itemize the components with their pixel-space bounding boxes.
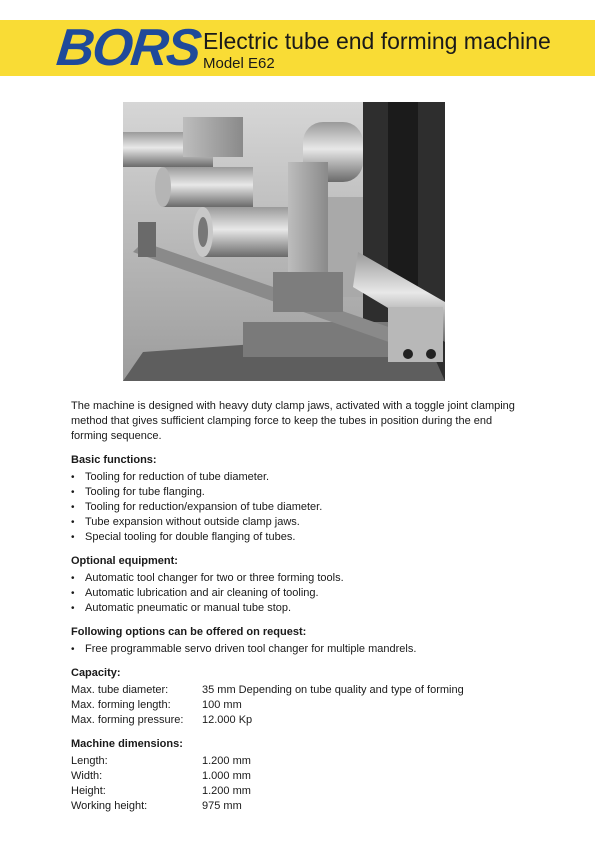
header-band bbox=[0, 20, 595, 76]
bullet-icon: • bbox=[71, 532, 75, 543]
list-item: • Automatic tool changer for two or three forming tools. bbox=[71, 572, 344, 584]
dimensions-table bbox=[71, 754, 531, 814]
list-item: • Tube expansion without outside clamp jaws. bbox=[71, 516, 300, 528]
list-item: • Free programmable servo driven tool changer for multiple mandrels. bbox=[71, 643, 417, 655]
dimensions-heading: Machine dimensions: bbox=[71, 738, 183, 750]
optional-equipment-list bbox=[71, 571, 531, 616]
spec-content bbox=[71, 399, 531, 823]
request-options-list bbox=[71, 642, 531, 657]
bullet-icon: • bbox=[71, 603, 75, 614]
intro-paragraph: The machine is designed with heavy duty clamp jaws, activated with a toggle joint clamping method that gives sufficient clamping force to keep the tubes in position during the end forming sequence. bbox=[71, 400, 515, 442]
capacity-heading: Capacity: bbox=[71, 667, 121, 679]
bors-logo: BORS bbox=[53, 19, 203, 77]
capacity-row: Max. tube diameter: 35 mm Depending on tube quality and type of forming bbox=[71, 684, 464, 696]
bullet-icon: • bbox=[71, 487, 75, 498]
request-options-heading: Following options can be offered on request: bbox=[71, 626, 307, 638]
model-subtitle: Model E62 bbox=[203, 55, 275, 72]
basic-functions-heading: Basic functions: bbox=[71, 454, 157, 466]
optional-equipment-heading: Optional equipment: bbox=[71, 555, 178, 567]
bullet-icon: • bbox=[71, 517, 75, 528]
capacity-row: Max. forming length: 100 mm bbox=[71, 699, 242, 711]
capacity-row: Max. forming pressure: 12.000 Kp bbox=[71, 714, 253, 726]
list-item: • Tooling for reduction of tube diameter. bbox=[71, 471, 270, 483]
bullet-icon: • bbox=[71, 644, 75, 655]
list-item: • Automatic pneumatic or manual tube stop. bbox=[71, 602, 292, 614]
machine-photo bbox=[123, 102, 445, 381]
bullet-icon: • bbox=[71, 573, 75, 584]
bullet-icon: • bbox=[71, 502, 75, 513]
list-item: • Tooling for tube flanging. bbox=[71, 486, 205, 498]
dimensions-row: Width: 1.000 mm bbox=[71, 770, 251, 782]
dimensions-row: Height: 1.200 mm bbox=[71, 785, 251, 797]
dimensions-row: Length: 1.200 mm bbox=[71, 755, 251, 767]
list-item: • Tooling for reduction/expansion of tube diameter. bbox=[71, 501, 323, 513]
bullet-icon: • bbox=[71, 588, 75, 599]
list-item: • Automatic lubrication and air cleaning of tooling. bbox=[71, 587, 319, 599]
basic-functions-list bbox=[71, 470, 531, 545]
page-title: Electric tube end forming machine bbox=[203, 28, 551, 54]
dimensions-row: Working height: 975 mm bbox=[71, 800, 242, 812]
list-item: • Special tooling for double flanging of tubes. bbox=[71, 531, 296, 543]
bullet-icon: • bbox=[71, 472, 75, 483]
capacity-table bbox=[71, 683, 531, 728]
